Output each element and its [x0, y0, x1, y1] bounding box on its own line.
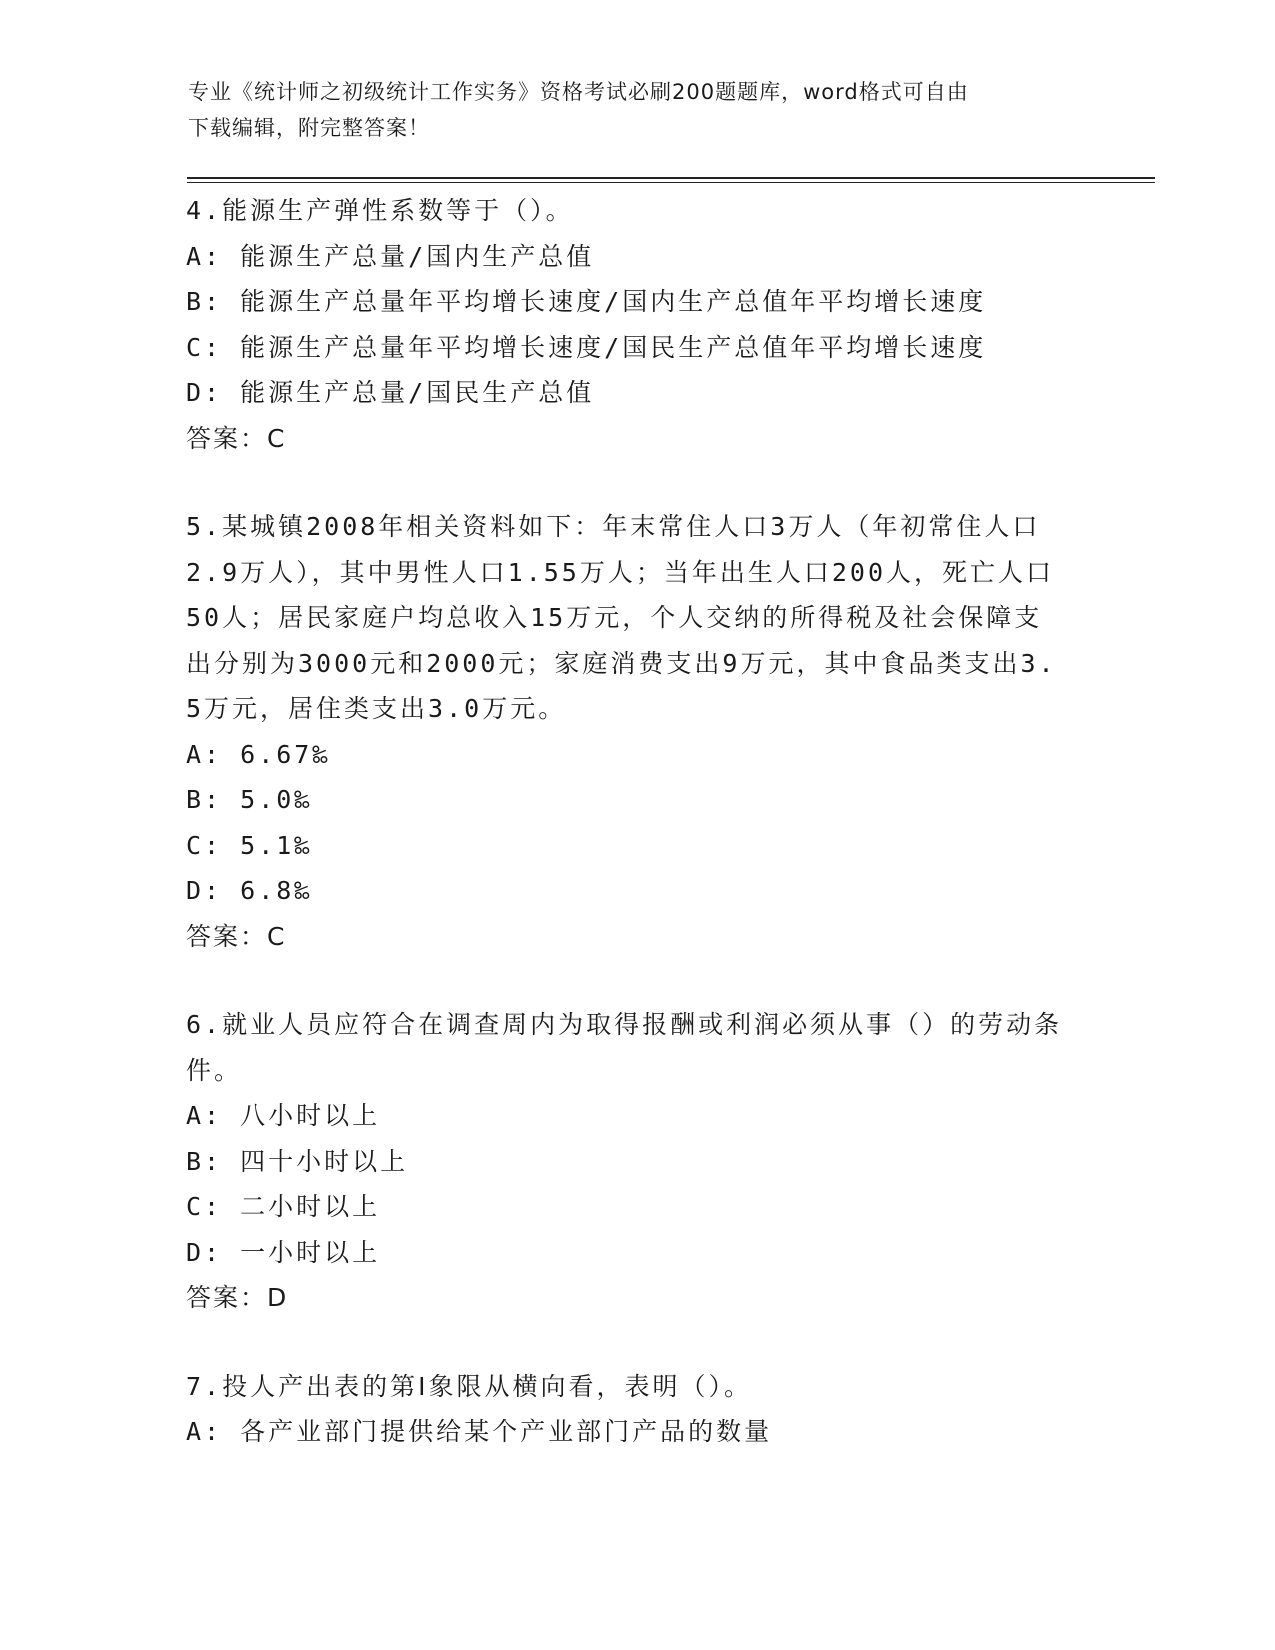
- question-4: [186, 188, 1086, 461]
- option-a: A: 八小时以上: [186, 1101, 381, 1130]
- question-5: [186, 504, 1086, 959]
- option-c: C: 5.1‰: [186, 830, 313, 860]
- header-rule-thick: [187, 177, 1155, 179]
- option-a: A: 各产业部门提供给某个产业部门产品的数量: [186, 1417, 773, 1446]
- header-rule-thin: [187, 182, 1155, 183]
- question-7: [186, 1364, 1086, 1455]
- option-b: B: 5.0‰: [186, 785, 313, 814]
- document-header: [188, 74, 1068, 146]
- option-d: D: 一小时以上: [186, 1237, 381, 1267]
- option-c: C: 能源生产总量年平均增长速度/国民生产总值年平均增长速度: [186, 332, 987, 362]
- option-c: C: 二小时以上: [186, 1192, 381, 1221]
- question-stem: 4.能源生产弹性系数等于（）。: [186, 196, 574, 225]
- option-b: B: 能源生产总量年平均增长速度/国内生产总值年平均增长速度: [186, 287, 987, 316]
- question-6: [186, 1002, 1086, 1321]
- option-d: D: 6.8‰: [186, 876, 313, 905]
- header-line-2: 下载编辑，附完整答案！: [188, 116, 430, 140]
- option-d: D: 能源生产总量/国民生产总值: [186, 378, 595, 407]
- header-line-1: 专业《统计师之初级统计工作实务》资格考试必刷200题题库，word格式可自由: [188, 80, 969, 104]
- answer-text: 答案：C: [186, 921, 287, 951]
- question-gap: [186, 959, 1086, 1002]
- answer-text: 答案：D: [186, 1283, 289, 1312]
- option-a: A: 能源生产总量/国内生产总值: [186, 241, 595, 271]
- option-b: B: 四十小时以上: [186, 1146, 409, 1176]
- question-stem: 7.投人产出表的第Ⅰ象限从横向看，表明（）。: [186, 1371, 752, 1401]
- question-gap: [186, 461, 1086, 504]
- question-gap: [186, 1321, 1086, 1364]
- option-a: A: 6.67‰: [186, 739, 331, 769]
- question-stem: 6.就业人员应符合在调查周内为取得报酬或利润必须从事（）的劳动条件。: [186, 1010, 1063, 1085]
- question-stem: 5.某城镇2008年相关资料如下：年末常住人口3万人（年初常住人口2.9万人），其中男性人口1.55万人；当年出生人口200人，死亡人口50人；居民家庭户均总收入15万元，个人交纳的所得税及社会保障支出分别为3000元和2000元；家庭消费支出9万元，其中食品类支出3.5万元，居住类支出3.0万元。: [186, 512, 1057, 723]
- question-list: [186, 188, 1086, 1455]
- answer-text: 答案：C: [186, 423, 287, 453]
